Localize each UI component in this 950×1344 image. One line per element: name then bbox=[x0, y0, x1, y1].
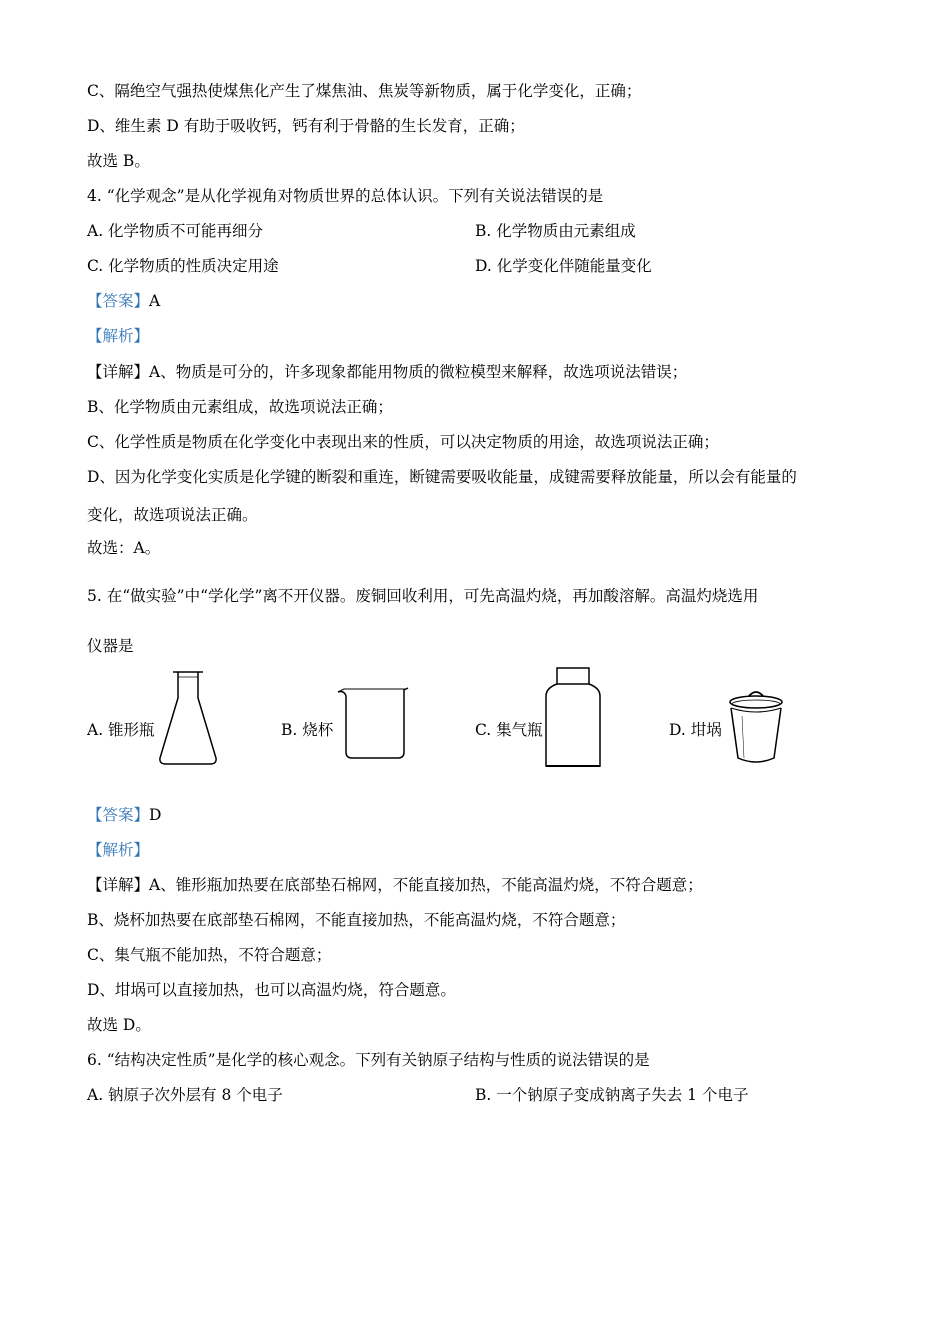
q5-option-b: B. 烧杯 bbox=[281, 721, 334, 739]
q4-option-c: C. 化学物质的性质决定用途 bbox=[87, 257, 279, 275]
q4-stem: 4. “化学观念”是从化学视角对物质世界的总体认识。下列有关说法错误的是 bbox=[87, 187, 604, 205]
q6-option-a: A. 钠原子次外层有 8 个电子 bbox=[87, 1086, 283, 1104]
q4-detail-a bbox=[87, 362, 687, 382]
q5-option-c: C. 集气瓶 bbox=[475, 721, 543, 739]
q4-detail-c: C、化学性质是物质在化学变化中表现出来的性质，可以决定物质的用途，故选项说法正确； bbox=[87, 433, 719, 451]
answer-tag: 【答案】 bbox=[87, 292, 150, 310]
q5-detail-d: D、坩埚可以直接加热，也可以高温灼烧，符合题意。 bbox=[87, 981, 456, 999]
q5-stem-line2: 仪器是 bbox=[87, 637, 134, 655]
q4-choice: 故选：A。 bbox=[87, 539, 161, 557]
detail-text: A、锥形瓶加热要在底部垫石棉网，不能直接加热，不能高温灼烧，不符合题意； bbox=[149, 876, 703, 894]
q3-analysis-c: C、隔绝空气强热使煤焦化产生了煤焦油、焦炭等新物质，属于化学变化，正确； bbox=[87, 82, 642, 100]
detail-tag: 【详解】 bbox=[87, 876, 150, 894]
q5-detail-a bbox=[87, 875, 703, 895]
q6-option-b: B. 一个钠原子变成钠离子失去 1 个电子 bbox=[475, 1086, 749, 1104]
q5-detail-b: B、烧杯加热要在底部垫石棉网，不能直接加热，不能高温灼烧，不符合题意； bbox=[87, 911, 626, 929]
q6-stem: 6. “结构决定性质”是化学的核心观念。下列有关钠原子结构与性质的说法错误的是 bbox=[87, 1051, 650, 1069]
q4-detail-d2: 变化，故选项说法正确。 bbox=[87, 506, 258, 524]
q5-option-d: D. 坩埚 bbox=[669, 721, 722, 739]
q5-choice: 故选 D。 bbox=[87, 1016, 151, 1034]
q4-option-d: D. 化学变化伴随能量变化 bbox=[475, 257, 652, 275]
q4-answer bbox=[87, 291, 160, 311]
q5-detail-c: C、集气瓶不能加热，不符合题意； bbox=[87, 946, 332, 964]
q3-choice: 故选 B。 bbox=[87, 152, 150, 170]
q4-detail-b: B、化学物质由元素组成，故选项说法正确； bbox=[87, 398, 393, 416]
q4-option-a: A. 化学物质不可能再细分 bbox=[87, 222, 264, 240]
answer-value: D bbox=[149, 806, 162, 824]
erlenmeyer-flask-icon bbox=[156, 668, 220, 768]
q4-analysis-tag: 【解析】 bbox=[87, 327, 150, 345]
q5-analysis-tag: 【解析】 bbox=[87, 841, 150, 859]
detail-tag: 【详解】 bbox=[87, 363, 150, 381]
answer-value: A bbox=[149, 292, 161, 310]
q5-option-a: A. 锥形瓶 bbox=[87, 721, 155, 739]
gas-jar-icon bbox=[544, 666, 602, 770]
q3-analysis-d: D、维生素 D 有助于吸收钙，钙有利于骨骼的生长发育，正确； bbox=[87, 117, 525, 135]
detail-text: A、物质是可分的，许多现象都能用物质的微粒模型来解释，故选项说法错误； bbox=[149, 363, 688, 381]
q4-detail-d1: D、因为化学变化实质是化学键的断裂和重连，断键需要吸收能量，成键需要释放能量，所以会有能量的 bbox=[87, 468, 797, 486]
q5-stem-line1: 5. 在“做实验”中“学化学”离不开仪器。废铜回收利用，可先高温灼烧，再加酸溶解。高温灼烧选用 bbox=[87, 587, 759, 605]
answer-tag: 【答案】 bbox=[87, 806, 150, 824]
q4-option-b: B. 化学物质由元素组成 bbox=[475, 222, 636, 240]
crucible-icon bbox=[726, 686, 786, 768]
beaker-icon bbox=[336, 686, 410, 760]
q5-answer bbox=[87, 805, 161, 825]
